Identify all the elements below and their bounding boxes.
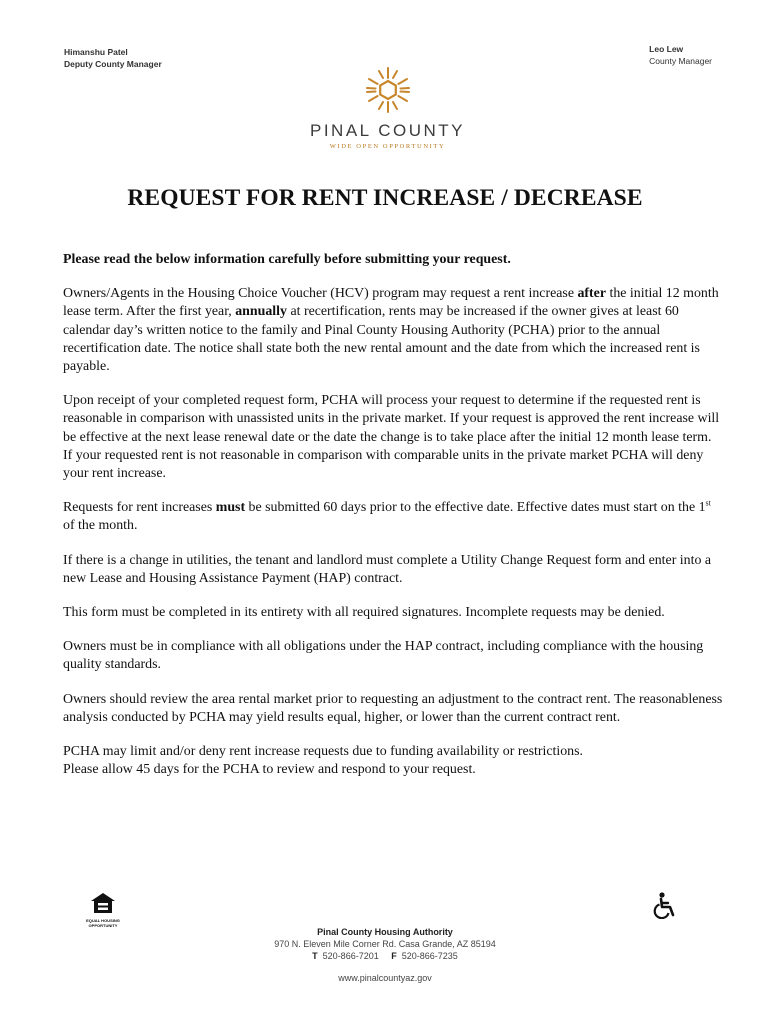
p1-emphasis-after: after: [577, 286, 606, 302]
phone-number: 520-866-7201: [322, 951, 379, 961]
document-title: REQUEST FOR RENT INCREASE / DECREASE: [127, 185, 643, 211]
paragraph-submission-deadline: [63, 499, 723, 535]
footer-organization: Pinal County Housing Authority: [317, 927, 453, 937]
deputy-manager-name: Himanshu Patel: [64, 47, 128, 57]
paragraph-utilities: If there is a change in utilities, the tenant and landlord must complete a Utility Change Request form and enter into a new Lease and Housing Assistance Payment (HAP) contract.: [63, 552, 712, 586]
county-manager-block: [649, 43, 712, 67]
footer-phone-fax: [0, 950, 770, 962]
p3-text-d: of the month.: [63, 518, 138, 534]
paragraph-market-review: Owners should review the area rental market prior to requesting an adjustment to the contract rent. The reasonableness analysis conducted by PCHA may yield results equal, higher, or lower than the current contract rent.: [63, 691, 723, 725]
wheelchair-accessibility-icon: [652, 891, 680, 919]
paragraph-processing: Upon receipt of your completed request form, PCHA will process your request to determine if the requested rent is reasonable in comparison with unassisted units in the private market. If your request is approved the rent increase will be effective at the next lease renewal date or the date the change is to take place after the initial 12 month lease term. If your requested rent is not reasonable in comparison with comparable units in the private market PCHA will deny your rent increase.: [63, 393, 720, 482]
p3-emphasis-must: must: [215, 500, 246, 516]
paragraph-compliance: Owners must be in compliance with all obligations under the HAP contract, including compliance with the housing quality standards.: [63, 639, 704, 673]
logo-wordmark: PINAL COUNTY: [309, 121, 465, 140]
fax-label: F: [391, 951, 397, 961]
deputy-manager-title: Deputy County Manager: [64, 59, 162, 69]
equal-housing-logo: [86, 892, 120, 928]
equal-housing-text-2: OPPORTUNITY: [88, 922, 118, 928]
equal-housing-text-1: EQUAL HOUSING: [86, 918, 120, 923]
paragraph-rent-increase-eligibility: [63, 285, 723, 376]
footer-website-link[interactable]: www.pinalcountyaz.gov: [338, 973, 432, 983]
sun-logo-icon: [362, 64, 414, 116]
p1-text-c: the initial 12 month lease term. After the first year,: [63, 286, 719, 320]
p1-text-e: at recertification, rents may be increased if the owner gives at least 60 calendar day’s written notice to the family and Pinal County Housing Authority (PCHA) prior to the annual recertification date. The notice shall state both the new rental amount and the date from which the increased rent is payable.: [63, 304, 700, 375]
phone-label: T: [312, 951, 318, 961]
deputy-manager-block: [64, 46, 162, 70]
p3-superscript: st: [705, 498, 711, 508]
p8-line-1: PCHA may limit and/or deny rent increase requests due to funding availability or restrictions.: [63, 744, 584, 760]
pinal-county-logo: [300, 64, 475, 150]
document-body: [63, 251, 723, 795]
equal-housing-house-icon: [90, 892, 116, 914]
footer-address: 970 N. Eleven Mile Corner Rd. Casa Grande, AZ 85194: [274, 939, 496, 949]
p3-text-a: Requests for rent increases: [63, 500, 216, 516]
p1-text-a: Owners/Agents in the Housing Choice Voucher (HCV) program may request a rent increase: [63, 286, 578, 302]
p1-emphasis-annually: annually: [235, 304, 287, 320]
paragraph-limits: [63, 743, 723, 779]
intro-paragraph: Please read the below information carefully before submitting your request.: [63, 252, 511, 267]
p3-text-c: be submitted 60 days prior to the effective date. Effective dates must start on the 1: [245, 500, 706, 516]
p8-line-2: Please allow 45 days for the PCHA to review and respond to your request.: [63, 762, 476, 778]
county-manager-title: County Manager: [649, 56, 712, 66]
paragraph-completion: This form must be completed in its entirety with all required signatures. Incomplete requests may be denied.: [63, 605, 665, 621]
county-manager-name: Leo Lew: [649, 44, 684, 54]
fax-number: 520-866-7235: [401, 951, 458, 961]
logo-tagline: WIDE OPEN OPPORTUNITY: [329, 143, 446, 150]
